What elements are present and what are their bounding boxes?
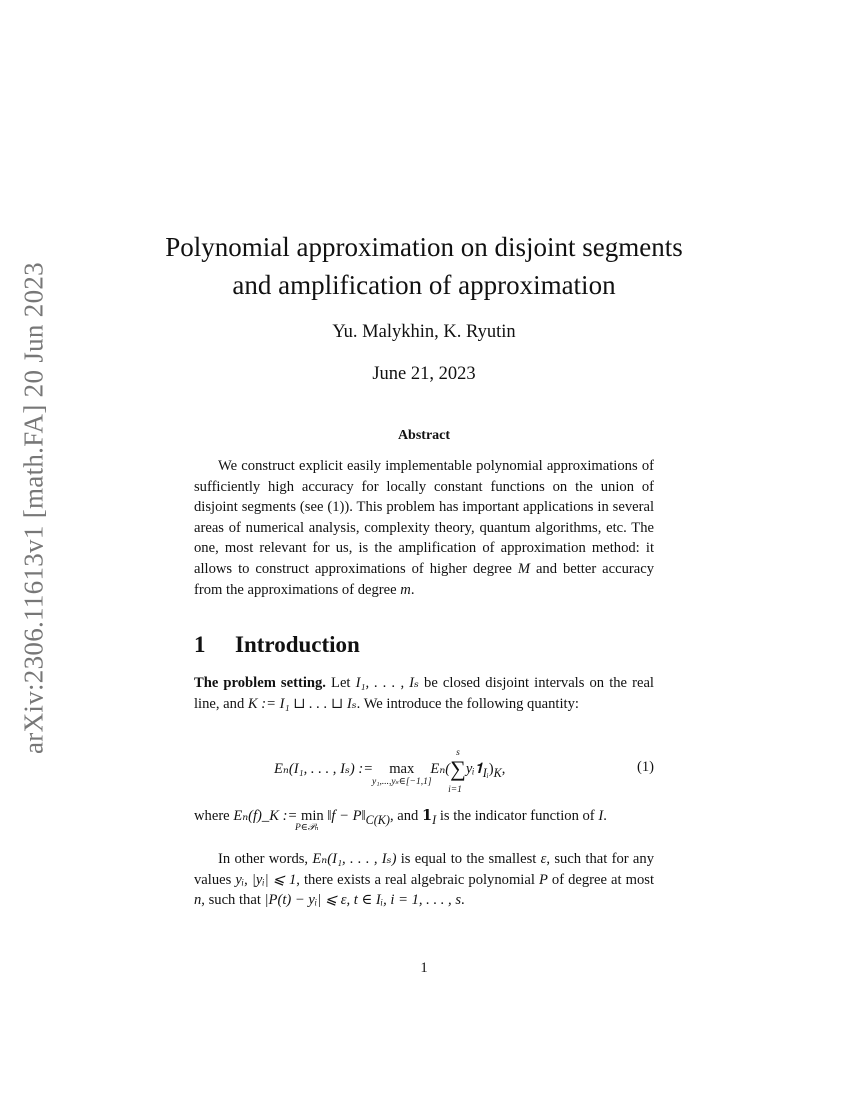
eq-close-subscript: K: [493, 765, 502, 780]
section-number: 1: [194, 632, 206, 657]
eq-max: max: [389, 761, 415, 777]
p2-text-c: is the indicator function of: [436, 808, 599, 824]
p2-math-indicator: 𝟏: [421, 808, 433, 824]
abstract-var-m: m: [400, 581, 411, 598]
abstract-text-3: .: [410, 581, 415, 598]
equation-1: [194, 748, 654, 799]
p2-norm-subscript: C(K): [365, 812, 390, 827]
abstract-heading: Abstract: [397, 428, 451, 443]
p3-text-c: , such that for any values: [194, 851, 654, 888]
p3-text-b: is equal to the smallest: [396, 851, 541, 867]
abstract-text-2: and better accuracy from the approximations of degree: [194, 560, 655, 598]
eq-summand: yᵢ𝟏: [465, 761, 483, 777]
page-number: 1: [420, 960, 428, 976]
paper-title: Polynomial approximation on disjoint segments and amplification of approximation: [165, 232, 683, 300]
section-heading: [194, 632, 654, 658]
eq-max-subscript: y₁,...,yₛ∈[−1,1]: [372, 777, 432, 787]
p3-math-abs: |yᵢ| ⩽ 1: [251, 871, 297, 888]
p2-math-I: I: [598, 808, 604, 824]
p2-min-subscript: P∈𝒫ₙ: [294, 823, 319, 833]
p2-math-def: Eₙ(f)_K :=: [233, 808, 298, 824]
p3-text-e: , there exists a real algebraic polynomial: [296, 871, 539, 888]
p2-math-norm: ‖f − P‖: [327, 808, 366, 824]
p3-text-h: .: [461, 892, 465, 909]
p3-text-a: In other words,: [218, 851, 313, 867]
section-title: Introduction: [235, 632, 360, 657]
p2-text-a: where: [194, 808, 234, 824]
eq-en-open: Eₙ(: [430, 761, 451, 777]
paper-date: June 21, 2023: [372, 364, 476, 384]
abstract-var-M: M: [517, 560, 530, 577]
p3-math-eps: ε: [540, 851, 547, 867]
eq-sum-lower: i=1: [448, 785, 462, 795]
p3-math-yi: yᵢ: [235, 871, 245, 888]
other-words-paragraph: [194, 849, 654, 911]
p2-text-b: , and: [389, 808, 422, 824]
eq-sum-upper: s: [456, 748, 460, 758]
arxiv-sidebar: [14, 0, 54, 1100]
p3-text-d: ,: [244, 871, 252, 888]
p3-text-g: , such that: [201, 892, 265, 909]
p2-text-d: .: [603, 808, 607, 824]
abstract-text-1: We construct explicit easily implementable polynomial approximations of sufficiently high accuracy for locally constant functions on the union of disjoint segments (see (1)). This problem has important applications in several areas of numerical analysis, complexity theory, quantum algorithms, etc. The one, most relevant for us, is the amplification of approximation method: it allows to construct approximations of higher degree: [194, 458, 654, 577]
arxiv-identifier: arXiv:2306.11613v1 [math.FA] 20 Jun 2023: [18, 262, 49, 754]
p2-min: min: [300, 808, 324, 824]
paragraph-lead: The problem setting.: [194, 675, 326, 691]
eq-summand-subscript: Iᵢ: [482, 765, 489, 780]
problem-setting-paragraph: [194, 673, 654, 714]
p3-math-a: Eₙ(I₁, . . . , Iₛ): [312, 851, 397, 867]
eq-comma: ,: [501, 761, 506, 777]
eq-sum-symbol: ∑: [450, 756, 466, 781]
eq-lhs: Eₙ(I₁, . . . , Iₛ) :=: [274, 761, 374, 777]
eq-max-operator: [372, 759, 432, 787]
definition-paragraph: [194, 806, 654, 831]
p1-math-K: K := I₁ ⊔ . . . ⊔ Iₛ: [247, 695, 357, 712]
paper-authors: Yu. Malykhin, K. Ryutin: [332, 322, 516, 342]
p3-math-cond: |P(t) − yᵢ| ⩽ ε, t ∈ Iᵢ, i = 1, . . . , s: [264, 892, 462, 909]
p3-text-f: of degree at most: [547, 871, 654, 888]
p2-indicator-subscript: I: [432, 812, 437, 827]
p1-text-b: be closed disjoint intervals on the real line, and: [194, 675, 654, 712]
p2-min-operator: [294, 806, 324, 833]
p3-math-P: P: [538, 871, 548, 888]
eq-close: ): [488, 761, 494, 777]
paper-page: [165, 0, 683, 1100]
equation-body: [274, 748, 506, 795]
abstract-body: [194, 456, 654, 600]
eq-sum-operator: [448, 748, 466, 795]
p1-text-a: Let: [325, 675, 356, 691]
p3-math-n: n: [194, 892, 202, 909]
equation-number: (1): [636, 759, 654, 775]
p1-text-c: . We introduce the following quantity:: [356, 695, 579, 712]
p1-math-intervals: I₁, . . . , Iₛ: [355, 675, 419, 691]
